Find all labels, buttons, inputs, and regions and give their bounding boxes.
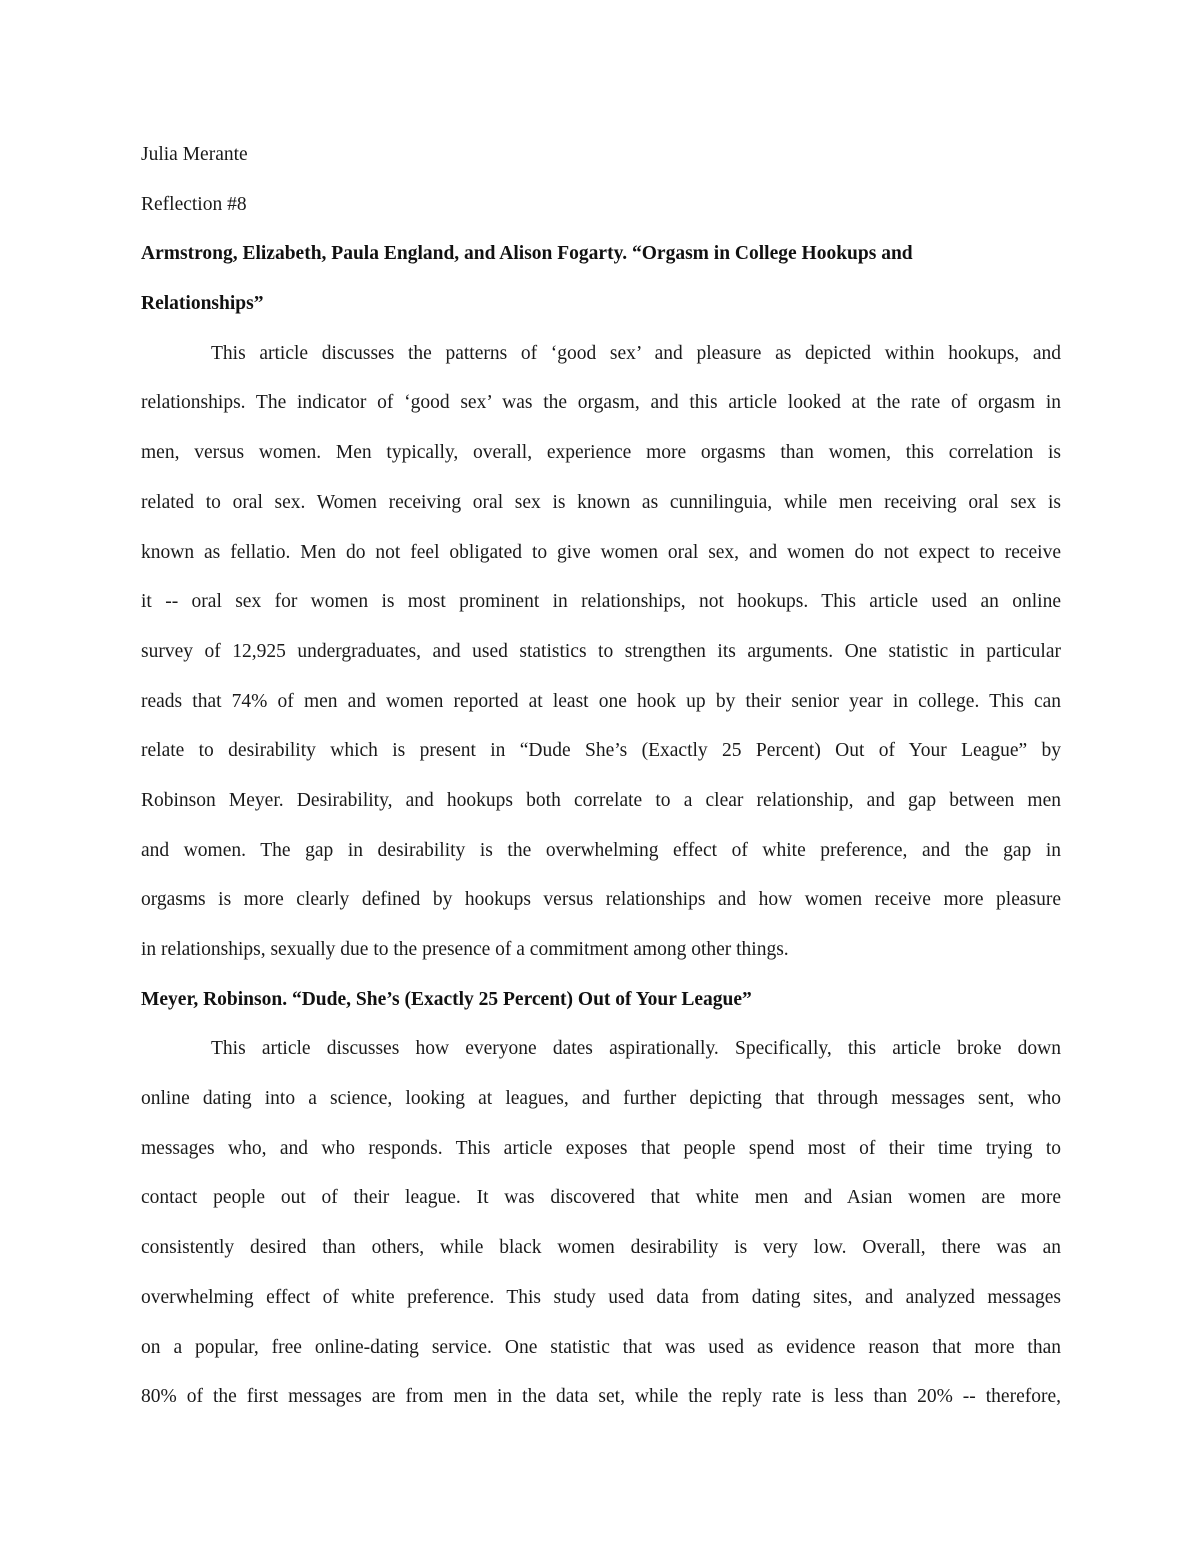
citation-meyer-line-1: Meyer, Robinson. “Dude, She’s (Exactly 25 Percent) Out of Your League” (141, 988, 752, 1010)
paragraph-line: This article discusses how everyone dates aspirationally. Specifically, this article broke down (211, 1038, 1061, 1060)
citation-armstrong-line-1: Armstrong, Elizabeth, Paula England, and Alison Fogarty. “Orgasm in College Hookups and (141, 243, 913, 265)
paragraph-line: men, versus women. Men typically, overall, experience more orgasms than women, this correlation is (141, 442, 1061, 464)
assignment-title: Reflection #8 (141, 193, 247, 215)
citation-armstrong-line-2: Relationships” (141, 293, 264, 315)
paragraph-line: relationships. The indicator of ‘good sex’ was the orgasm, and this article looked at the rate of orgasm in (141, 392, 1061, 414)
paragraph-line: This article discusses the patterns of ‘good sex’ and pleasure as depicted within hookups, and (211, 342, 1061, 364)
paragraph-line: 80% of the first messages are from men in the data set, while the reply rate is less than 20% -- therefore, (141, 1386, 1061, 1408)
paragraph-line: relate to desirability which is present in “Dude She’s (Exactly 25 Percent) Out of Your League” by (141, 740, 1061, 762)
paragraph-line: reads that 74% of men and women reported at least one hook up by their senior year in college. This can (141, 690, 1061, 712)
paragraph-line: consistently desired than others, while black women desirability is very low. Overall, there was an (141, 1237, 1061, 1259)
paragraph-line: messages who, and who responds. This article exposes that people spend most of their time trying to (141, 1137, 1061, 1159)
paragraph-line: it -- oral sex for women is most prominent in relationships, not hookups. This article used an online (141, 591, 1061, 613)
paragraph-line: Robinson Meyer. Desirability, and hookups both correlate to a clear relationship, and gap between men (141, 789, 1061, 811)
paragraph-line: known as fellatio. Men do not feel obligated to give women oral sex, and women do not expect to receive (141, 541, 1061, 563)
author-name: Julia Merante (141, 144, 248, 165)
paragraph-line: and women. The gap in desirability is the overwhelming effect of white preference, and the gap in (141, 839, 1061, 861)
paragraph-line: related to oral sex. Women receiving oral sex is known as cunnilinguia, while men receiving oral sex is (141, 491, 1061, 513)
paragraph-last-line: in relationships, sexually due to the presence of a commitment among other things. (141, 939, 789, 960)
paragraph-line: contact people out of their league. It was discovered that white men and Asian women are more (141, 1187, 1061, 1209)
paragraph-line: online dating into a science, looking at leagues, and further depicting that through messages sent, who (141, 1088, 1061, 1110)
paragraph-line: orgasms is more clearly defined by hookups versus relationships and how women receive more pleasure (141, 889, 1061, 911)
document-body (141, 130, 1061, 1422)
paragraph-line: on a popular, free online-dating service. One statistic that was used as evidence reason that more than (141, 1336, 1061, 1358)
paragraph-line: survey of 12,925 undergraduates, and used statistics to strengthen its arguments. One statistic in particular (141, 640, 1061, 662)
paragraph-line: overwhelming effect of white preference. This study used data from dating sites, and analyzed messages (141, 1286, 1061, 1308)
